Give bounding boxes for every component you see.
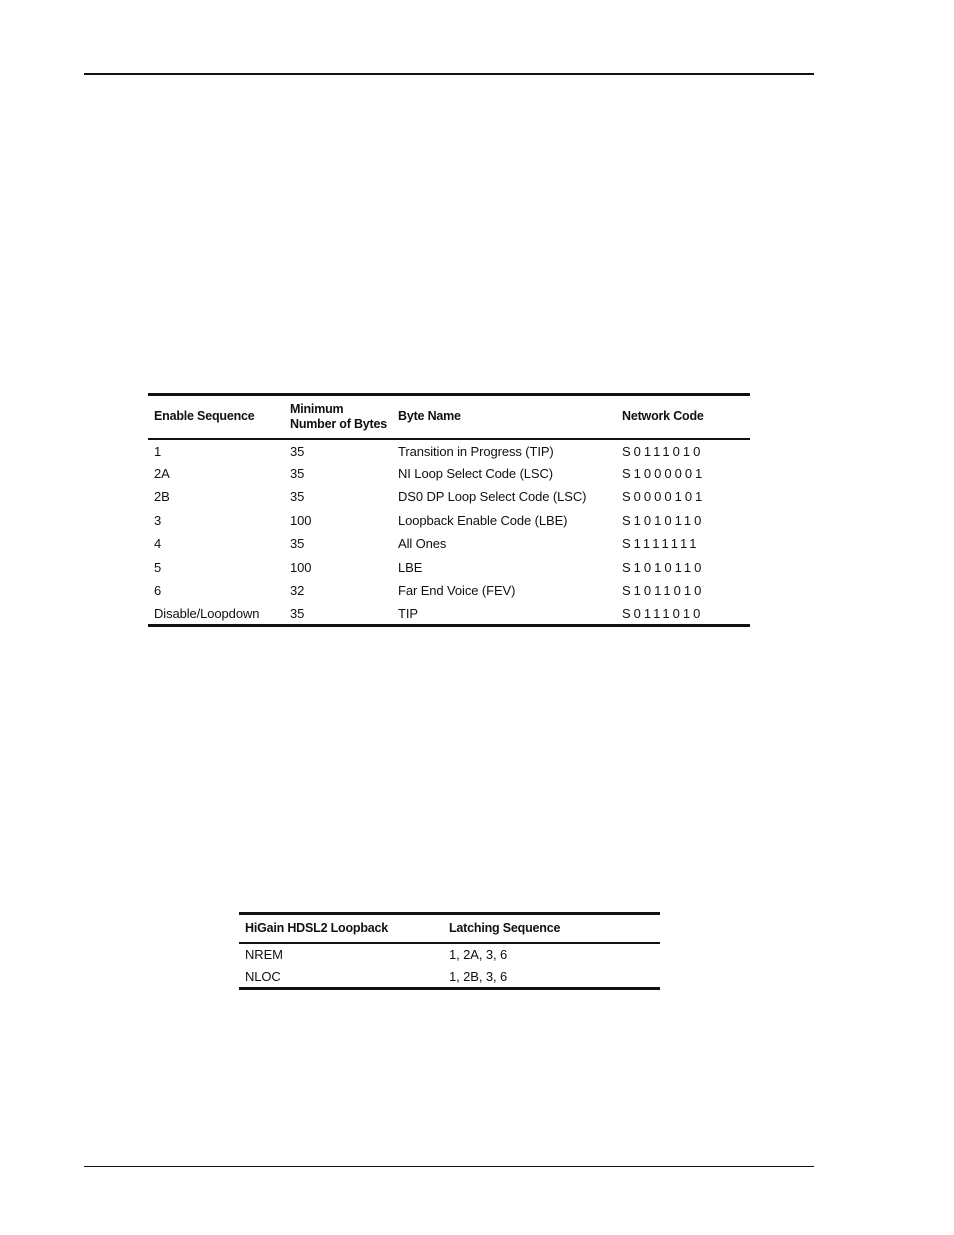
table-header-row (239, 914, 660, 943)
cell-network-code: S1111111 (622, 536, 700, 552)
header-enable-sequence: Enable Sequence (148, 395, 284, 439)
cell-sequence: 6 (154, 583, 162, 599)
table-row (148, 439, 750, 462)
cell-bytes: 35 (290, 444, 305, 460)
cell-sequence: 5 (154, 559, 162, 575)
cell-network-code: S1000001 (622, 466, 706, 482)
cell-byte-name: DS0 DP Loop Select Code (LSC) (398, 489, 587, 505)
header-rule (84, 73, 814, 75)
header-byte-name: Byte Name (392, 395, 616, 439)
cell-network-code: S0000101 (622, 489, 706, 505)
cell-network-code: S1011010 (622, 583, 705, 599)
table-row (148, 485, 750, 508)
footer-rule (84, 1166, 814, 1167)
header-latching-sequence: Latching Sequence (443, 914, 660, 943)
cell-byte-name: NI Loop Select Code (LSC) (398, 466, 554, 482)
cell-loopback: NREM (245, 947, 283, 962)
cell-byte-name: All Ones (398, 536, 447, 552)
table-row (148, 579, 750, 602)
table-row (239, 943, 660, 966)
table-header-row (148, 395, 750, 439)
table-row (148, 509, 750, 532)
cell-latching-sequence: 1, 2A, 3, 6 (449, 947, 508, 962)
cell-latching-sequence: 1, 2B, 3, 6 (449, 968, 508, 984)
loopback-sequence-table (148, 393, 750, 627)
table-row (148, 555, 750, 578)
header-min-bytes (284, 395, 392, 439)
cell-bytes: 100 (290, 559, 312, 575)
table-row (148, 532, 750, 555)
cell-sequence: 2A (154, 466, 170, 482)
cell-network-code: S0111010 (622, 605, 704, 621)
cell-sequence: 3 (154, 512, 162, 528)
table-row (148, 462, 750, 485)
cell-sequence: 4 (154, 536, 162, 552)
header-network-code: Network Code (616, 395, 750, 439)
cell-sequence: 1 (154, 444, 162, 460)
header-min-bytes-line1: Minimum (290, 401, 344, 416)
cell-loopback: NLOC (245, 968, 281, 984)
cell-bytes: 35 (290, 489, 305, 505)
cell-byte-name: Far End Voice (FEV) (398, 583, 516, 599)
cell-sequence: 2B (154, 489, 170, 505)
cell-network-code: S0111010 (622, 444, 704, 460)
cell-bytes: 32 (290, 583, 305, 599)
cell-network-code: S1010110 (622, 559, 705, 575)
cell-bytes: 35 (290, 605, 305, 621)
cell-bytes: 35 (290, 536, 305, 552)
cell-bytes: 35 (290, 466, 305, 482)
table-row (239, 966, 660, 989)
latching-sequence-table (239, 912, 660, 990)
cell-byte-name: Transition in Progress (TIP) (398, 444, 554, 460)
cell-byte-name: Loopback Enable Code (LBE) (398, 512, 568, 528)
header-min-bytes-line2: Number of Bytes (290, 416, 388, 431)
cell-bytes: 100 (290, 512, 312, 528)
header-loopback: HiGain HDSL2 Loopback (239, 914, 443, 943)
table-row (148, 602, 750, 625)
cell-sequence: Disable/Loopdown (154, 605, 260, 621)
cell-byte-name: TIP (398, 605, 418, 621)
cell-byte-name: LBE (398, 559, 423, 575)
cell-network-code: S1010110 (622, 512, 705, 528)
